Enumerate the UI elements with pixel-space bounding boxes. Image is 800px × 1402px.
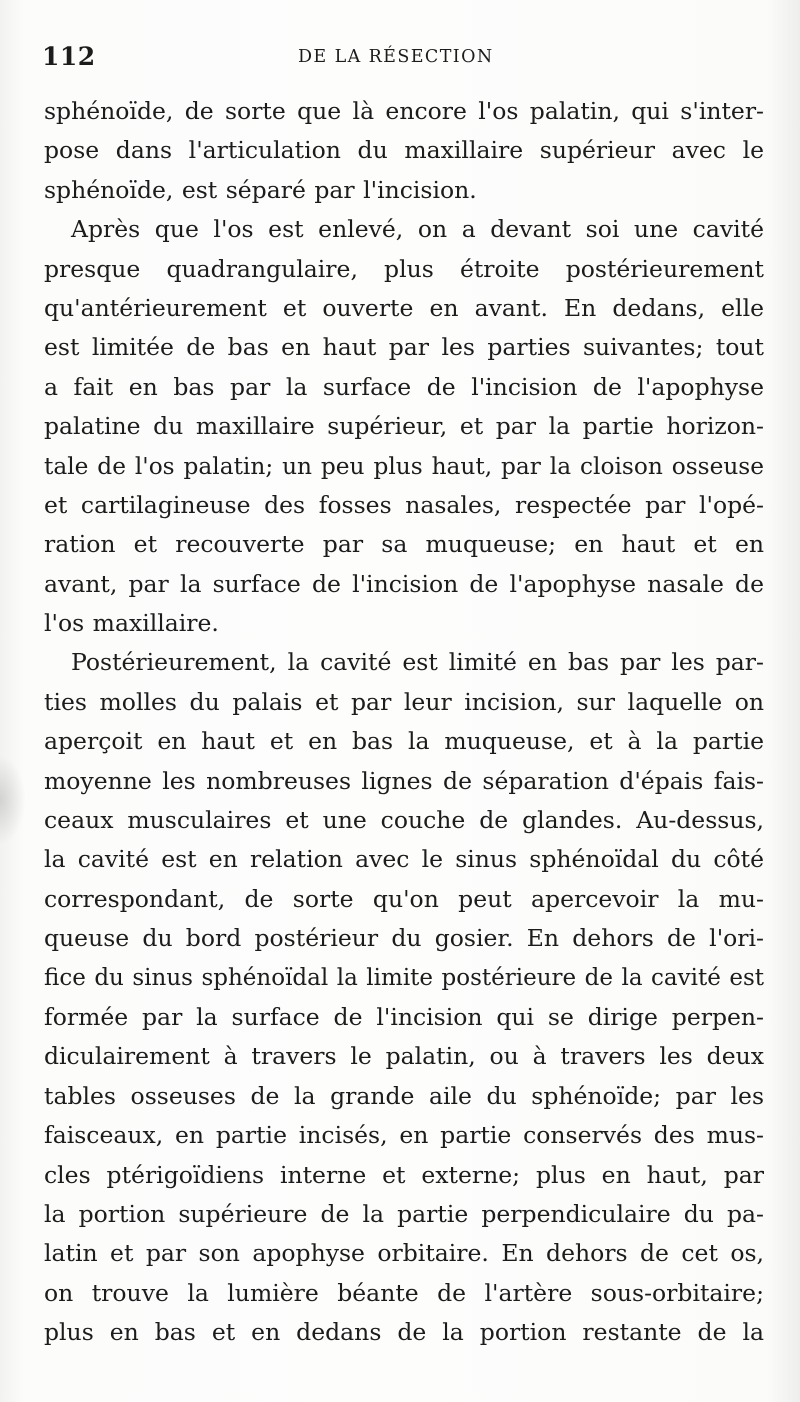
text-line: moyenne les nombreuses lignes de séparation d'épais fais-	[44, 766, 764, 795]
text-line: correspondant, de sorte qu'on peut apercevoir la mu-	[44, 884, 764, 913]
text-line: latin et par son apophyse orbitaire. En dehors de cet os,	[44, 1239, 764, 1268]
text-line: faisceaux, en partie incisés, en partie conservés des mus-	[44, 1121, 764, 1150]
text-line: diculairement à travers le palatin, ou à travers les deux	[44, 1042, 764, 1071]
text-line: qu'antérieurement et ouverte en avant. En dedans, elle	[44, 293, 764, 322]
text-line: avant, par la surface de l'incision de l'apophyse nasale de	[44, 569, 764, 598]
text-line: palatine du maxillaire supérieur, et par la partie horizon-	[44, 412, 764, 441]
text-line: plus en bas et en dedans de la portion restante de la	[44, 1318, 764, 1347]
text-line: sphénoïde, de sorte que là encore l'os palatin, qui s'inter-	[44, 97, 764, 125]
page-header	[42, 42, 758, 76]
page-stain	[0, 755, 26, 845]
text-line: et cartilagineuse des fosses nasales, respectée par l'opé-	[44, 490, 764, 519]
text-line: sphénoïde, est séparé par l'incision.	[44, 175, 477, 204]
text-line: queuse du bord postérieur du gosier. En dehors de l'ori-	[44, 924, 764, 953]
text-line: est limitée de bas en haut par les parties suivantes; tout	[44, 333, 764, 362]
text-line: la cavité est en relation avec le sinus sphénoïdal du côté	[44, 845, 764, 874]
page-number: 112	[42, 42, 96, 71]
text-line: aperçoit en haut et en bas la muqueuse, et à la partie	[44, 727, 764, 756]
text-line: ceaux musculaires et une couche de glandes. Au-dessus,	[44, 806, 764, 835]
text-line: formée par la surface de l'incision qui se dirige perpen-	[44, 1002, 764, 1031]
text-line: tale de l'os palatin; un peu plus haut, par la cloison osseuse	[44, 452, 764, 480]
text-line: tables osseuses de la grande aile du sphénoïde; par les	[44, 1081, 764, 1110]
text-line: cles ptérigoïdiens interne et externe; plus en haut, par	[44, 1160, 764, 1189]
text-line: Postérieurement, la cavité est limité en bas par les par-	[71, 648, 764, 677]
text-line: ties molles du palais et par leur incision, sur laquelle on	[44, 687, 764, 716]
text-line: Après que l'os est enlevé, on a devant soi une cavité	[71, 215, 764, 244]
text-line: presque quadrangulaire, plus étroite postérieurement	[44, 254, 764, 283]
running-head: DE LA RÉSECTION	[298, 47, 494, 67]
text-line: la portion supérieure de la partie perpendiculaire du pa-	[44, 1199, 764, 1228]
text-line: fice du sinus sphénoïdal la limite postérieure de la cavité est	[44, 964, 764, 991]
text-line: on trouve la lumière béante de l'artère sous-orbitaire;	[44, 1278, 764, 1307]
body-text	[44, 92, 764, 1353]
text-line: pose dans l'articulation du maxillaire supérieur avec le	[44, 136, 764, 165]
text-line: l'os maxillaire.	[44, 609, 219, 638]
text-line: a fait en bas par la surface de l'incision de l'apophyse	[44, 372, 764, 401]
text-line: ration et recouverte par sa muqueuse; en haut et en	[44, 530, 764, 559]
